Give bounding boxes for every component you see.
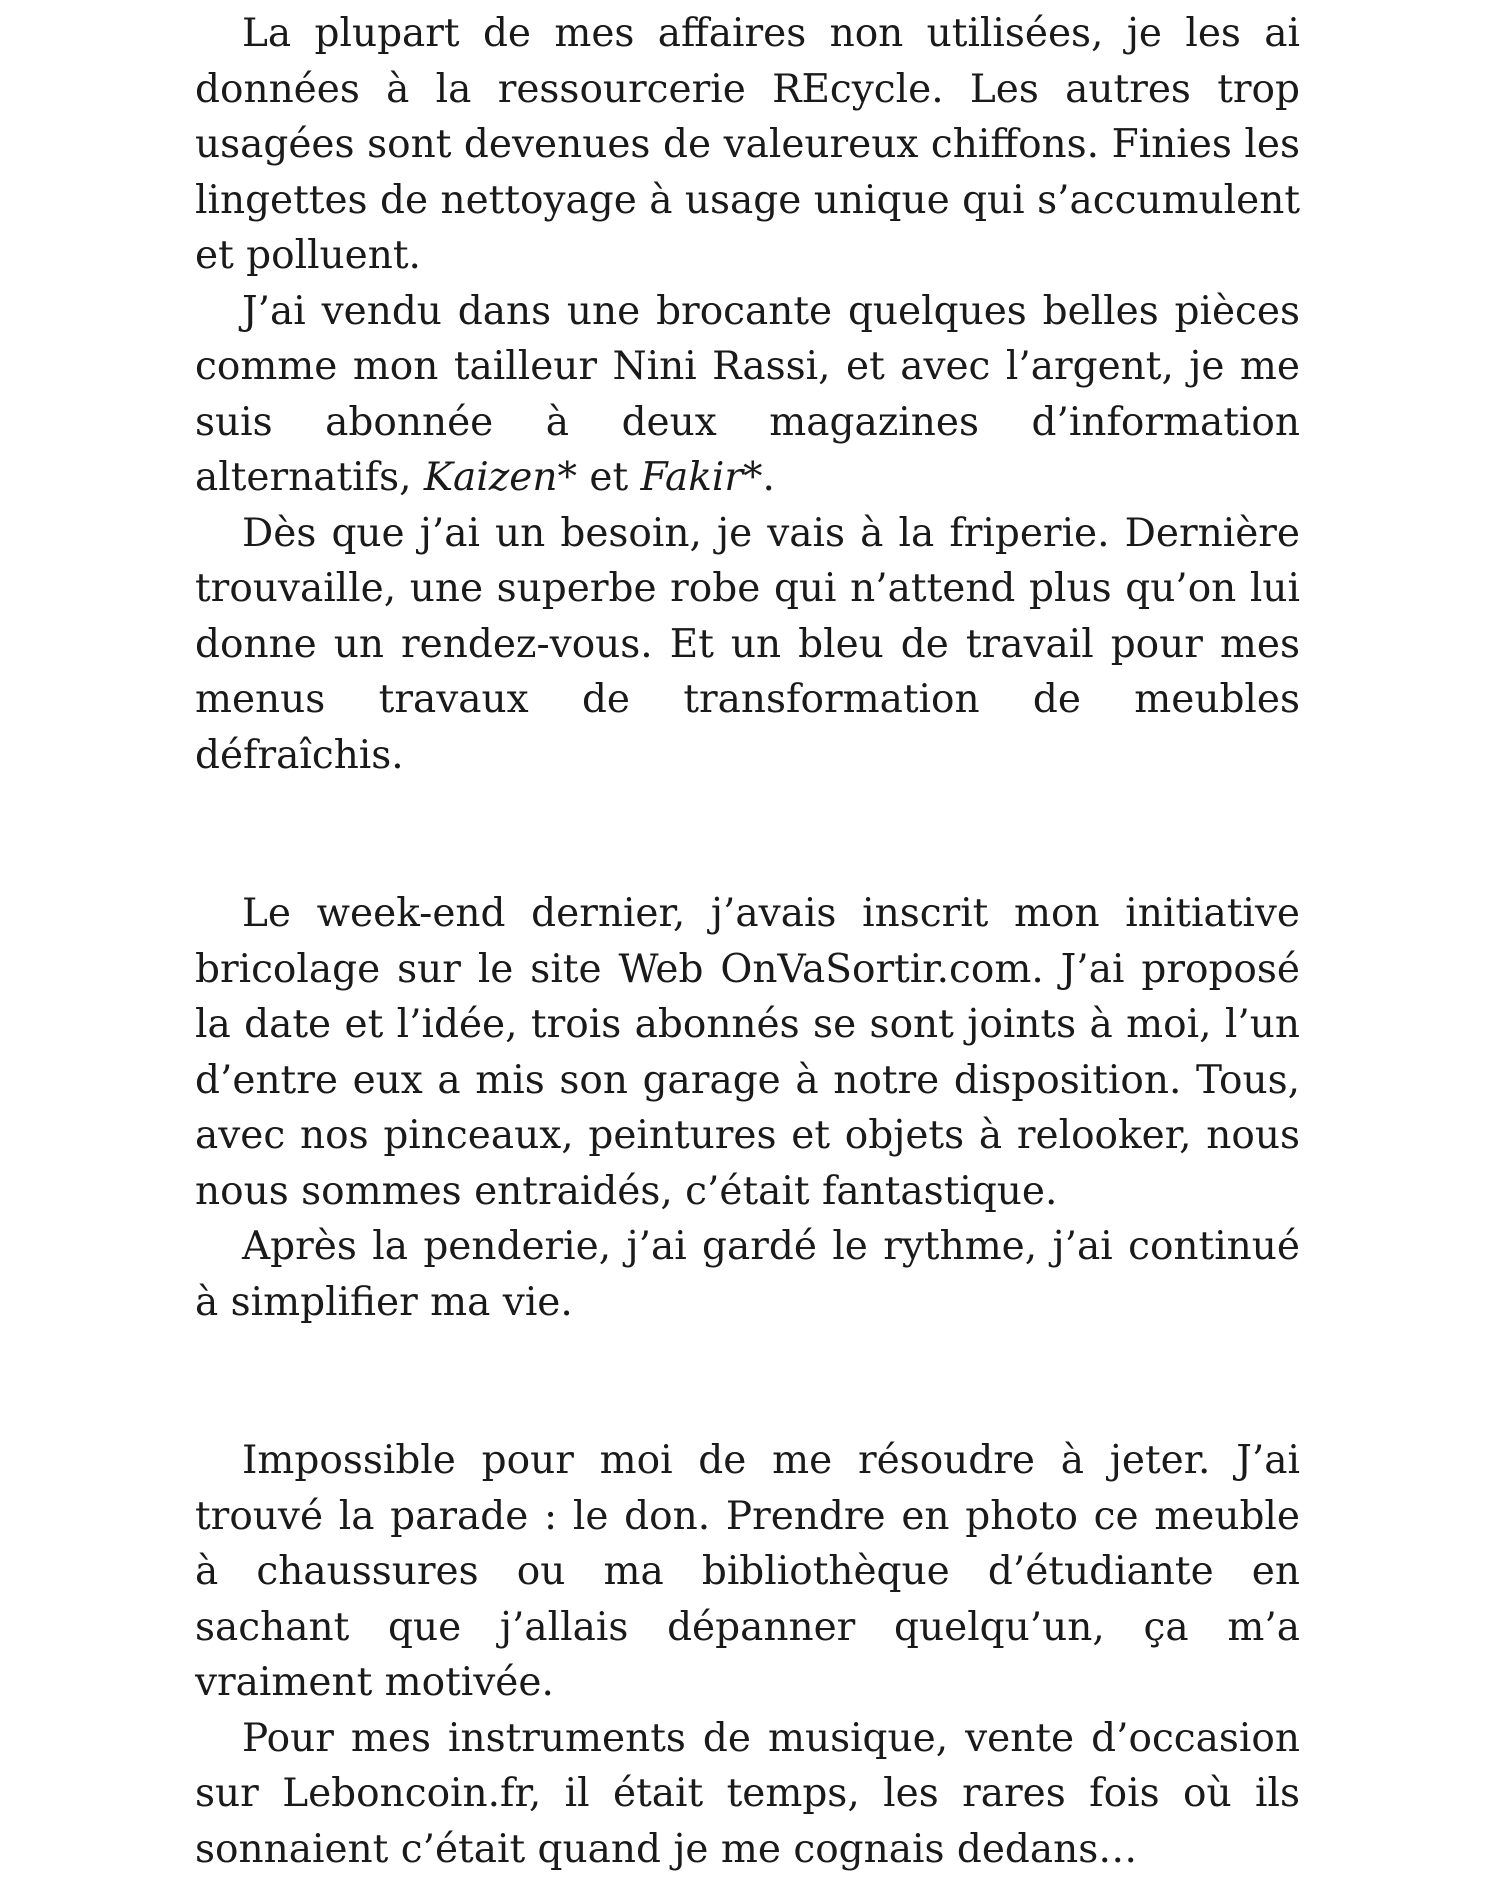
paragraph-brocante-end: *. [743, 455, 775, 500]
paragraph-brocante-text: J’ai vendu dans une brocante quelques belles pièces comme mon tailleur Nini Rassi, et avec l’argent, je me suis abonnée à deux magazines d’information alternatifs, [195, 289, 1300, 501]
paragraph-ressourcerie: La plupart de mes affaires non utilisées, je les ai données à la ressourcerie REcycle. Les autres trop usagées sont devenues de valeureux chiffons. Finies les lingettes de nettoyage à usage unique qui s’accumulent et polluent. [195, 6, 1300, 284]
section-break [195, 783, 1300, 886]
magazine-title-kaizen: Kaizen [424, 455, 558, 500]
paragraph-friperie: Dès que j’ai un besoin, je vais à la friperie. Dernière trouvaille, une superbe robe qui n’attend plus qu’on lui donne un rendez-vous. Et un bleu de travail pour mes menus travaux de transformation de meubles défraîchis. [195, 506, 1300, 784]
paragraph-instruments: Pour mes instruments de musique, vente d’occasion sur Leboncoin.fr, il était temps, les rares fois où ils sonnaient c’était quand je me cognais dedans… [195, 1711, 1300, 1877]
section-3 [195, 1433, 1300, 1877]
magazine-title-fakir: Fakir [641, 455, 743, 500]
paragraph-brocante-mid: * et [558, 455, 641, 500]
book-page [195, 0, 1300, 1877]
paragraph-bricolage: Le week-end dernier, j’avais inscrit mon initiative bricolage sur le site Web OnVaSortir.com. J’ai proposé la date et l’idée, trois abonnés se sont joints à moi, l’un d’entre eux a mis son garage à notre disposition. Tous, avec nos pinceaux, peintures et objets à relooker, nous nous sommes entraidés, c’était fantastique. [195, 886, 1300, 1219]
section-break [195, 1330, 1300, 1433]
paragraph-brocante [195, 284, 1300, 506]
paragraph-don: Impossible pour moi de me résoudre à jeter. J’ai trouvé la parade : le don. Prendre en photo ce meuble à chaussures ou ma bibliothèque d’étudiante en sachant que j’allais dépanner quelqu’un, ça m’a vraiment motivée. [195, 1433, 1300, 1711]
section-2 [195, 886, 1300, 1330]
paragraph-penderie: Après la penderie, j’ai gardé le rythme, j’ai continué à simplifier ma vie. [195, 1219, 1300, 1330]
section-1 [195, 6, 1300, 783]
